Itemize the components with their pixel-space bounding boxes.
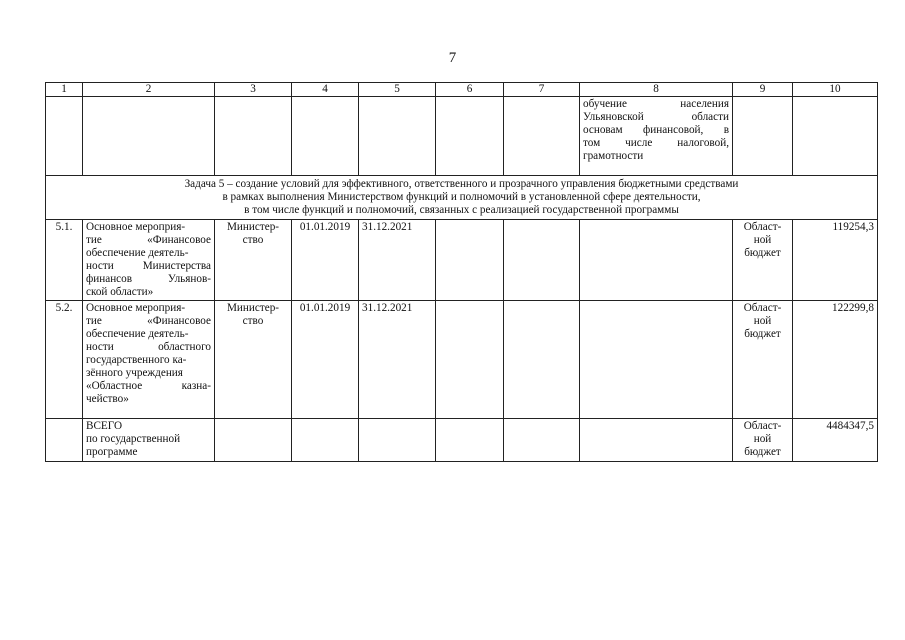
text-line: бюджет bbox=[744, 328, 781, 340]
table-cell bbox=[580, 419, 733, 462]
text-line: финансов Ульянов- bbox=[86, 273, 211, 285]
table-cell bbox=[580, 301, 733, 419]
table-cell bbox=[83, 97, 215, 176]
column-number: 7 bbox=[504, 83, 580, 97]
table-cell bbox=[504, 220, 580, 301]
table-cell bbox=[504, 419, 580, 462]
total-row bbox=[46, 419, 878, 462]
column-number: 5 bbox=[359, 83, 436, 97]
row-number: 5.1. bbox=[46, 220, 83, 301]
task-heading-row bbox=[46, 176, 878, 220]
start-date: 01.01.2019 bbox=[292, 220, 359, 301]
table-cell bbox=[793, 97, 878, 176]
continuation-row bbox=[46, 97, 878, 176]
column-number: 10 bbox=[793, 83, 878, 97]
column-number: 4 bbox=[292, 83, 359, 97]
table-cell bbox=[359, 419, 436, 462]
text-line: Министер- bbox=[226, 302, 280, 314]
column-number: 3 bbox=[215, 83, 292, 97]
indicator-cell bbox=[580, 97, 733, 176]
program-table bbox=[45, 82, 878, 462]
table-cell bbox=[436, 220, 504, 301]
end-date: 31.12.2021 bbox=[359, 220, 436, 301]
text-line: зённого учреждения bbox=[86, 367, 183, 379]
column-number: 8 bbox=[580, 83, 733, 97]
table-cell bbox=[215, 97, 292, 176]
column-number: 1 bbox=[46, 83, 83, 97]
text-line: «Областное казна- bbox=[86, 380, 211, 392]
column-number-row bbox=[46, 83, 878, 97]
text-line: ство bbox=[242, 234, 264, 246]
text-line: государственного ка- bbox=[86, 354, 187, 366]
text-line: ство bbox=[242, 315, 264, 327]
table-cell bbox=[292, 97, 359, 176]
text-line: тие «Финансовое bbox=[86, 315, 211, 327]
text-line: Задача 5 – создание условий для эффективного, ответственного и прозрачного управления бюджетными средствами bbox=[184, 178, 739, 190]
text-line: Основное мероприя- bbox=[86, 221, 186, 233]
column-number: 6 bbox=[436, 83, 504, 97]
text-line: в рамках выполнения Министерством функций и полномочий в установленной сфере деятельности, bbox=[222, 191, 701, 203]
text-line: ной bbox=[753, 234, 772, 246]
task-heading bbox=[46, 176, 878, 220]
text-line: грамотности bbox=[583, 150, 644, 162]
text-line: обеспечение деятель- bbox=[86, 328, 189, 340]
funding-source bbox=[733, 220, 793, 301]
text-line: том числе налоговой, bbox=[583, 137, 729, 149]
text-line: Област- bbox=[743, 302, 782, 314]
text-line: основам финансовой, в bbox=[583, 124, 729, 136]
text-line: ной bbox=[753, 315, 772, 327]
table-cell bbox=[46, 419, 83, 462]
total-label bbox=[83, 419, 215, 462]
text-line: Министер- bbox=[226, 221, 280, 233]
table-cell bbox=[436, 301, 504, 419]
funding-source bbox=[733, 419, 793, 462]
funding-source bbox=[733, 301, 793, 419]
table-cell bbox=[504, 301, 580, 419]
text-line: Основное мероприя- bbox=[86, 302, 186, 314]
text-line: по государственной bbox=[86, 433, 181, 445]
table-cell bbox=[436, 97, 504, 176]
text-line: программе bbox=[86, 446, 138, 458]
table-cell bbox=[46, 97, 83, 176]
text-line: тие «Финансовое bbox=[86, 234, 211, 246]
executor bbox=[215, 220, 292, 301]
event-name bbox=[83, 220, 215, 301]
table-cell bbox=[504, 97, 580, 176]
start-date: 01.01.2019 bbox=[292, 301, 359, 419]
funding-amount: 119254,3 bbox=[793, 220, 878, 301]
text-line: обучение населения bbox=[583, 98, 729, 110]
row-number: 5.2. bbox=[46, 301, 83, 419]
text-line: ности областного bbox=[86, 341, 211, 353]
table-row bbox=[46, 220, 878, 301]
page-number: 7 bbox=[448, 50, 457, 66]
event-name bbox=[83, 301, 215, 419]
text-line: ской области» bbox=[86, 286, 154, 298]
text-line: бюджет bbox=[744, 247, 781, 259]
text-line: Област- bbox=[743, 221, 782, 233]
text-line: ВСЕГО bbox=[86, 420, 123, 432]
text-line: чейство» bbox=[86, 393, 129, 405]
column-number: 2 bbox=[83, 83, 215, 97]
text-line: обеспечение деятель- bbox=[86, 247, 189, 259]
text-line: ной bbox=[753, 433, 772, 445]
text-line: Ульяновской области bbox=[583, 111, 729, 123]
funding-amount: 4484347,5 bbox=[793, 419, 878, 462]
funding-amount: 122299,8 bbox=[793, 301, 878, 419]
table-row bbox=[46, 301, 878, 419]
table-cell bbox=[215, 419, 292, 462]
text-line: Област- bbox=[743, 420, 782, 432]
table-cell bbox=[733, 97, 793, 176]
table-cell bbox=[580, 220, 733, 301]
column-number: 9 bbox=[733, 83, 793, 97]
text-line: бюджет bbox=[744, 446, 781, 458]
end-date: 31.12.2021 bbox=[359, 301, 436, 419]
text-line: ности Министерства bbox=[86, 260, 211, 272]
table-cell bbox=[436, 419, 504, 462]
executor bbox=[215, 301, 292, 419]
table-cell bbox=[292, 419, 359, 462]
table-cell bbox=[359, 97, 436, 176]
text-line: в том числе функций и полномочий, связанных с реализацией государственной программы bbox=[244, 204, 679, 216]
